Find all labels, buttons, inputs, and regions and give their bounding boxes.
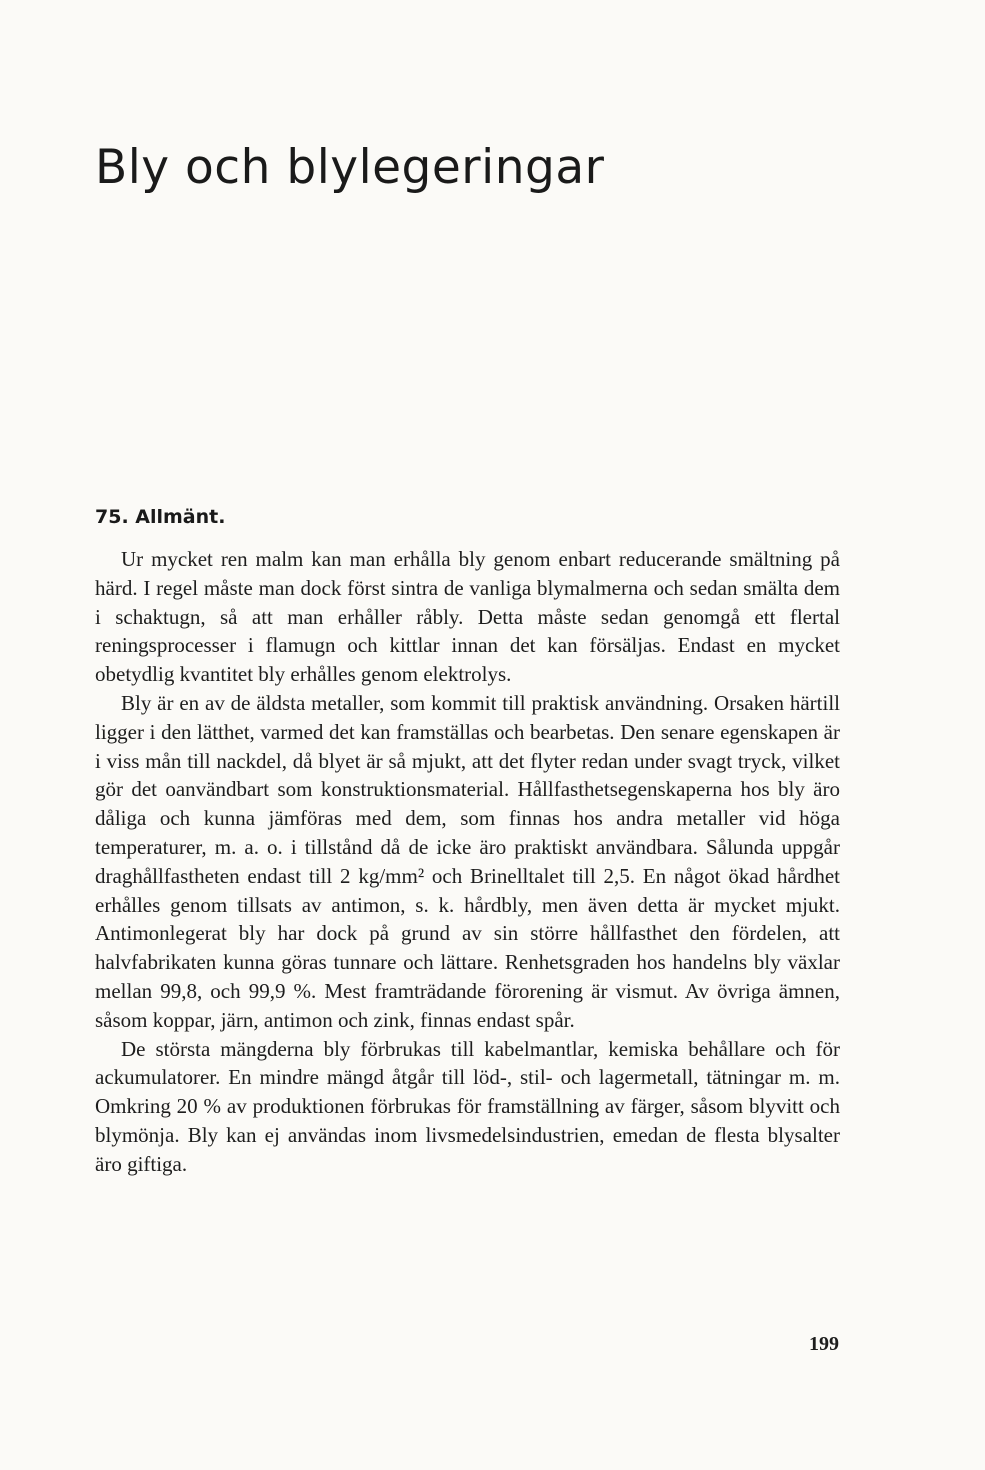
paragraph: Ur mycket ren malm kan man erhålla bly genom enbart reducerande smältning på härd. I regel måste man dock först sintra de vanliga blymalmerna och sedan smälta dem i schaktugn, så att man erhåller råbly. Detta måste sedan genomgå ett flertal reningsprocesser i flamugn och kittlar innan det kan försäljas. Endast en mycket obetydlig kvantitet bly erhålles genom elektrolys.	[95, 547, 840, 687]
chapter-title: Bly och blylegeringar	[95, 140, 605, 195]
paragraph: De största mängderna bly förbrukas till kabelmantlar, kemiska behållare och för ackumulatorer. En mindre mängd åtgår till löd-, stil- och lagermetall, tätningar m. m. Omkring 20 % av produktionen förbrukas för framställning av färger, såsom blyvitt och blymönja. Bly kan ej användas inom livsmedelsindustrien, emedan de flesta blysalter äro giftiga.	[95, 1036, 840, 1176]
paragraph: Bly är en av de äldsta metaller, som kommit till praktisk användning. Orsaken härtill ligger i den lätthet, varmed det kan framställas och bearbetas. Den senare egenskapen är i viss mån till nackdel, då blyet är så mjukt, att det flyter redan under svagt tryck, vilket gör det oanvändbart som konstruktionsmaterial. Hållfasthetsegenskaperna hos bly äro dåliga och kunna jämföras med dem, som finnas hos andra metaller vid höga temperaturer, m. a. o. i tillstånd då de icke äro praktiskt användbara. Sålunda uppgår draghållfastheten endast till 2 kg/mm² och Brinelltalet till 2,5. En något ökad hårdhet erhålles genom tillsats av antimon, s. k. hårdbly, men även detta är mycket mjukt. Antimonlegerat bly har dock på grund av sin större hållfasthet den fördelen, att halvfabrikaten kunna göras tunnare och lättare. Renhetsgraden hos handelns bly växlar mellan 99,8, och 99,9 %. Mest framträdande förorening är vismut. Av övriga ämnen, såsom koppar, järn, antimon och zink, finnas endast spår.	[95, 690, 840, 1032]
body-text	[95, 545, 840, 1179]
page-number: 199	[809, 1333, 839, 1355]
section-heading: 75. Allmänt.	[95, 506, 226, 528]
